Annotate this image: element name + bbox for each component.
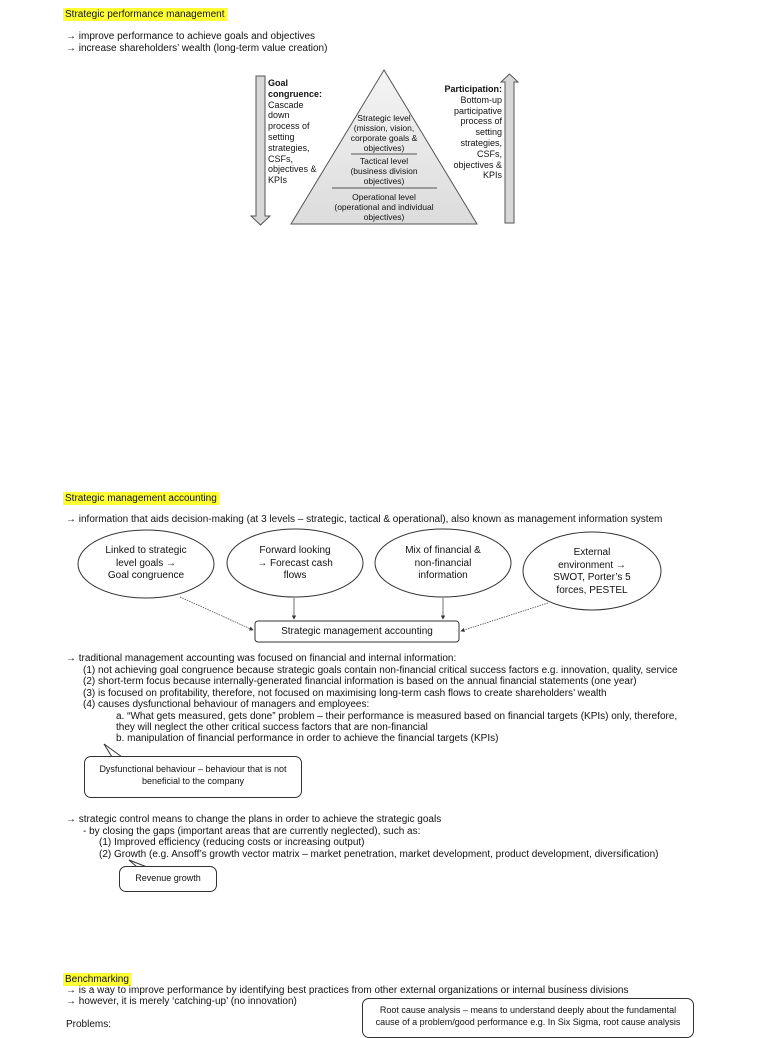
sub-item-a-cont: they will neglect the other critical success factors that are non-financial <box>116 722 428 733</box>
strategic-line: objectives) <box>363 143 405 153</box>
bubble-line: forces, PESTEL <box>556 584 628 596</box>
benchmarking-line-1: → is a way to improve performance by identifying best practices from other external organizations or internal business divisions <box>66 985 629 996</box>
operational-line: Operational level <box>352 192 416 202</box>
bubble-line: flows <box>283 570 307 581</box>
tactical-line: objectives) <box>363 176 405 186</box>
strategic-line: (mission, vision, <box>353 123 415 133</box>
spm-line-2: → increase shareholders’ wealth (long-term value creation) <box>66 43 328 54</box>
goal-line: KPIs <box>268 175 288 186</box>
bubble-line: Linked to strategic <box>105 545 187 556</box>
participation-line: CSFs, <box>476 148 502 159</box>
tactical-line: (business division <box>350 166 418 176</box>
bubble-line: level goals → <box>115 557 177 569</box>
bubble-line: External <box>573 547 611 558</box>
participation-title: Participation: <box>444 84 502 94</box>
goal-line: setting <box>268 131 295 142</box>
strategic-line: Strategic level <box>357 113 411 123</box>
heading-strategic-performance-management: Strategic performance management <box>65 9 225 20</box>
spm-line-1: → improve performance to achieve goals and objectives <box>66 31 316 42</box>
traditional-item-2: (2) short-term focus because internally-generated financial information is based on the annual financial statements (one year) <box>83 676 637 687</box>
callout-line: Root cause analysis – means to understand deeply about the fundamental <box>379 1005 677 1015</box>
bubble-line: → Forecast cash <box>257 557 333 569</box>
callout-dysfunctional-behaviour <box>84 756 302 798</box>
traditional-item-4: (4) causes dysfunctional behaviour of managers and employees: <box>83 699 370 710</box>
control-line-2: (1) Improved efficiency (reducing costs or increasing output) <box>99 837 365 848</box>
callout-line: Dysfunctional behaviour – behaviour that is not <box>99 764 287 774</box>
heading-strategic-management-accounting: Strategic management accounting <box>65 493 217 504</box>
heading-benchmarking: Benchmarking <box>65 974 129 985</box>
operational-line: (operational and individual <box>334 202 434 212</box>
control-line-3: (2) Growth (e.g. Ansoff’s growth vector matrix – market penetration, market development, product development, diversification) <box>99 849 659 860</box>
bubble-line: environment → <box>558 559 626 571</box>
callout-revenue-growth: Revenue growth <box>119 866 217 892</box>
bubble-line: Forward looking <box>259 545 331 556</box>
center-box-label: Strategic management accounting <box>281 626 433 637</box>
bubble-line: information <box>418 570 468 581</box>
bubble-line: Goal congruence <box>107 570 185 581</box>
control-intro: → strategic control means to change the plans in order to achieve the strategic goals <box>66 814 442 825</box>
goal-line: Cascade <box>268 99 304 110</box>
bubble-line: non-financial <box>414 557 472 569</box>
traditional-item-3: (3) is focused on profitability, therefore, not focused on maximising long-term cash flows to create shareholders’ wealth <box>83 688 607 699</box>
traditional-item-1: (1) not achieving goal congruence because strategic goals contain non-financial critical success factors e.g. innovation, quality, service <box>83 665 678 676</box>
participation-line: objectives & <box>453 159 502 170</box>
benchmarking-line-2: → however, it is merely ‘catching-up’ (no innovation) <box>66 996 297 1007</box>
tactical-line: Tactical level <box>359 156 409 166</box>
participation-line: process of <box>460 116 502 127</box>
strategic-line: corporate goals & <box>350 133 418 143</box>
problems-label: Problems: <box>66 1019 112 1030</box>
control-line-1: - by closing the gaps (important areas that are currently neglected), such as: <box>83 826 421 837</box>
goal-line: CSFs, <box>268 153 294 164</box>
bubble-line: Mix of financial & <box>405 545 481 556</box>
participation-line: strategies, <box>460 137 502 148</box>
sub-item-b: b. manipulation of financial performance in order to achieve the financial targets (KPIs) <box>116 733 499 744</box>
participation-line: KPIs <box>482 170 502 181</box>
sub-item-a: a. “What gets measured, gets done” problem – their performance is measured based on financial targets (KPIs) only, therefore, <box>116 711 678 722</box>
participation-line: setting <box>475 127 502 138</box>
callout-root-cause-analysis <box>362 998 694 1038</box>
goal-line: objectives & <box>268 164 317 175</box>
bubble-line: SWOT, Porter’s 5 <box>553 572 631 583</box>
callout-line: cause of a problem/good performance e.g. In Six Sigma, root cause analysis <box>375 1017 681 1027</box>
operational-line: objectives) <box>363 212 405 222</box>
goal-congruence-title: Goal congruence: <box>268 78 323 99</box>
traditional-intro: → traditional management accounting was focused on financial and internal information: <box>66 653 457 664</box>
participation-line: participative <box>453 105 502 116</box>
goal-line: down <box>268 110 290 121</box>
callout-line: beneficial to the company <box>141 776 245 786</box>
goal-line: process of <box>268 121 310 132</box>
participation-line: Bottom-up <box>460 94 502 105</box>
goal-line: strategies, <box>268 142 310 153</box>
sma-intro: → information that aids decision-making (at 3 levels – strategic, tactical & operational), also known as management information system <box>66 514 663 525</box>
